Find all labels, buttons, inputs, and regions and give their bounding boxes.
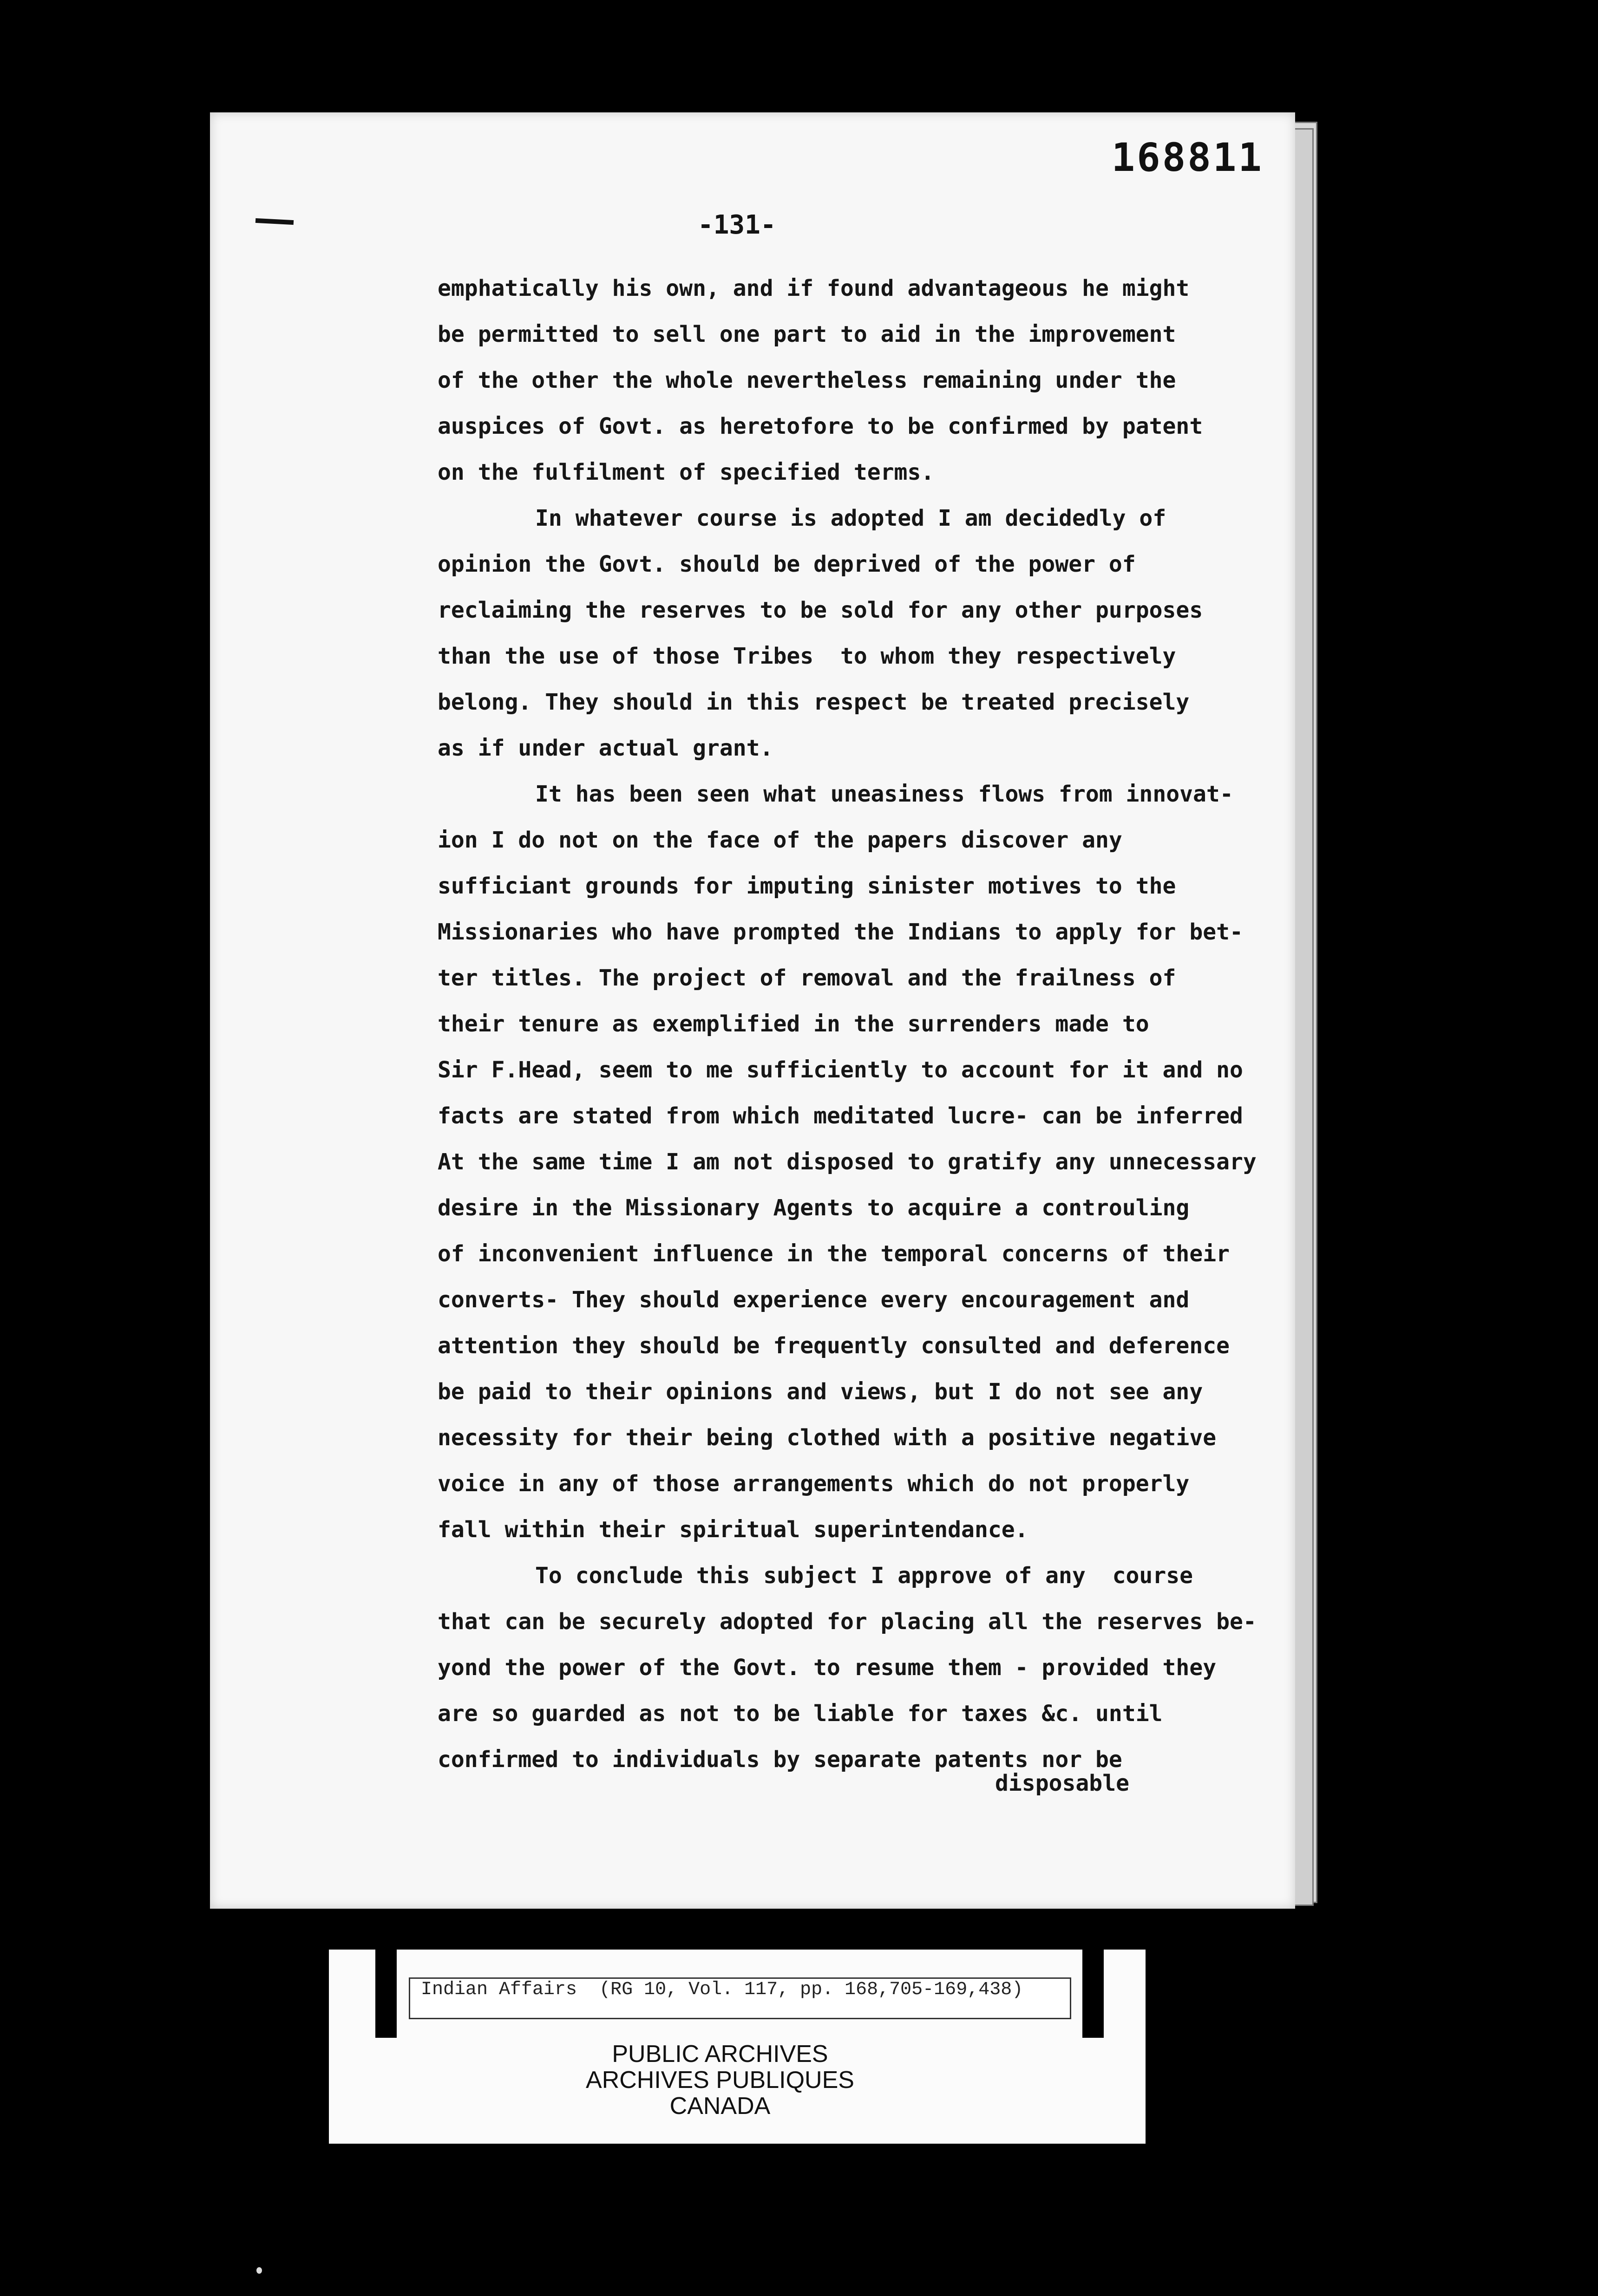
text-line: Missionaries who have prompted the Indians to apply for bet- [438, 919, 1243, 945]
archive-country: CANADA [669, 2093, 771, 2120]
text-line: be paid to their opinions and views, but I do not see any [438, 1379, 1203, 1405]
text-line: yond the power of the Govt. to resume them - provided they [438, 1655, 1217, 1681]
text-line: voice in any of those arrangements which do not properly [438, 1471, 1190, 1497]
archive-reference: Indian Affairs (RG 10, Vol. 117, pp. 168,705-169,438) [421, 1979, 1023, 2000]
archive-name-french: ARCHIVES PUBLIQUES [586, 2067, 854, 2094]
catchword: disposable [995, 1770, 1129, 1796]
text-line: their tenure as exemplified in the surrenders made to [438, 1011, 1149, 1037]
page-number: -131- [698, 210, 776, 240]
text-line: facts are stated from which meditated lucre- can be inferred [438, 1103, 1243, 1129]
text-line: of inconvenient influence in the temporal concerns of their [438, 1241, 1230, 1267]
text-line: opinion the Govt. should be deprived of the power of [438, 551, 1136, 577]
text-line: It has been seen what uneasiness flows from innovat- [535, 781, 1233, 807]
document-number: 168811 [1111, 135, 1264, 180]
text-line: are so guarded as not to be liable for taxes &c. until [438, 1701, 1163, 1727]
text-line: ter titles. The project of removal and the frailness of [438, 965, 1176, 991]
document-page [210, 112, 1295, 1909]
archive-name-english: PUBLIC ARCHIVES [612, 2041, 828, 2068]
text-line: of the other the whole nevertheless remaining under the [438, 367, 1176, 393]
label-notch [375, 1950, 397, 2038]
label-notch [1082, 1950, 1104, 2038]
text-line: that can be securely adopted for placing all the reserves be- [438, 1609, 1257, 1635]
text-line: ion I do not on the face of the papers discover any [438, 827, 1122, 853]
text-line: as if under actual grant. [438, 735, 773, 761]
text-line: be permitted to sell one part to aid in the improvement [438, 321, 1176, 347]
text-line: Sir F.Head, seem to me sufficiently to account for it and no [438, 1057, 1243, 1083]
text-line: attention they should be frequently consulted and deference [438, 1333, 1230, 1359]
text-line: In whatever course is adopted I am decidedly of [535, 505, 1166, 531]
text-line: fall within their spiritual superintendance. [438, 1517, 1028, 1543]
text-line: necessity for their being clothed with a positive negative [438, 1425, 1217, 1451]
text-line: To conclude this subject I approve of any course [535, 1563, 1193, 1589]
text-line: reclaiming the reserves to be sold for any other purposes [438, 597, 1203, 623]
margin-mark [255, 218, 294, 225]
body-text [438, 266, 1264, 1783]
text-line: sufficiant grounds for imputing sinister motives to the [438, 873, 1176, 899]
text-line: emphatically his own, and if found advantageous he might [438, 275, 1190, 301]
text-line: At the same time I am not disposed to gratify any unnecessary [438, 1149, 1257, 1175]
text-line: auspices of Govt. as heretofore to be confirmed by patent [438, 413, 1203, 439]
text-line: desire in the Missionary Agents to acquire a controuling [438, 1195, 1190, 1221]
text-line: than the use of those Tribes to whom they respectively [438, 643, 1176, 669]
film-speck [256, 2267, 262, 2274]
text-line: belong. They should in this respect be treated precisely [438, 689, 1190, 715]
text-line: confirmed to individuals by separate patents nor be [438, 1747, 1122, 1773]
text-line: on the fulfilment of specified terms. [438, 459, 935, 485]
text-line: converts- They should experience every encouragement and [438, 1287, 1190, 1313]
